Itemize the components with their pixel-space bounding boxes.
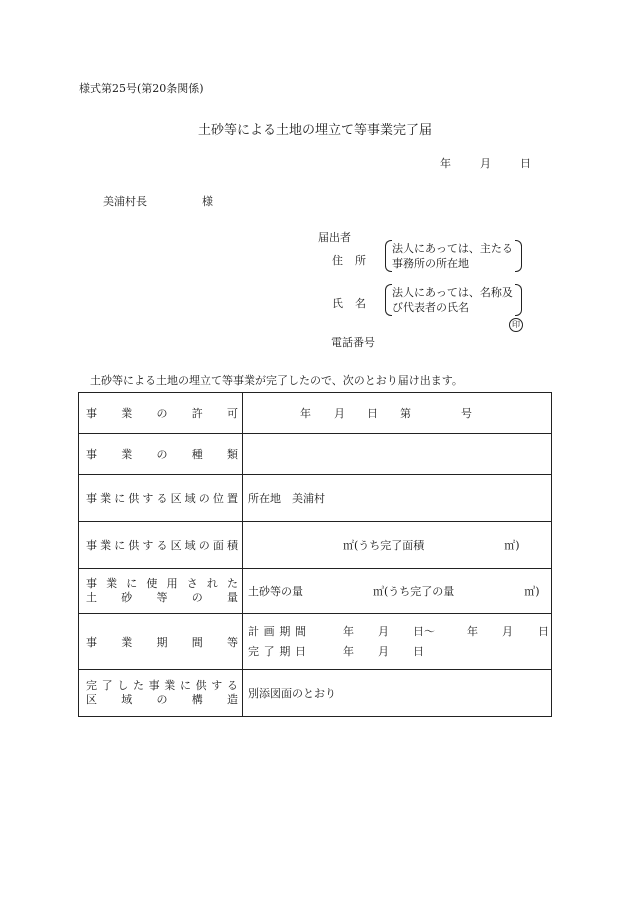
label-char: 業 [100,539,112,552]
label-char: の [198,492,210,505]
label-char: 供 [128,539,140,552]
address-note [385,240,522,272]
intro-text: 土砂等による土地の埋立て等事業が完了したので、次のとおり届け出ます。 [90,374,463,387]
type-value [243,434,552,475]
label-char: 造 [227,693,238,706]
label-char: 日 [294,644,306,658]
complete-year: 年 [343,644,354,658]
plan-from-month: 月 [378,624,389,638]
label-char: 計 [248,624,259,638]
permit-month: 月 [334,407,345,420]
label-char: 完 [86,679,97,692]
label-char: の [191,591,203,604]
date-year: 年 [440,157,451,170]
location-value: 所在地 美浦村 [243,475,552,522]
label-char: 業 [121,635,133,649]
period-value [243,614,552,670]
permit-label-text [86,405,238,421]
label-char: 類 [227,448,238,461]
permit-day: 日 [367,407,378,420]
addressee [103,193,213,209]
volume-label-line2 [86,591,238,605]
area-label-text [86,537,238,553]
label-char: に [126,577,138,590]
table-row-type [79,434,552,475]
location-label [79,475,243,522]
phone-label: 電話番号 [331,336,375,349]
label-char: れ [206,577,218,590]
area-unit-completed: ㎡) [504,539,520,552]
label-char: 許 [191,407,203,420]
label-char: 間 [294,624,306,638]
label-char: 業 [121,407,133,420]
label-char: 了 [263,644,275,658]
period-label [79,614,243,670]
address-label: 住所 [332,254,378,267]
seal-mark: 印 [509,318,523,332]
name-note-line1: 法人にあっては、名称及 [392,286,513,299]
label-char: の [156,448,168,461]
label-char: 期 [279,624,291,638]
label-char: す [142,539,154,552]
area-unit-total: ㎡(うち完了面積 [343,539,425,552]
plan-to-month: 月 [502,624,513,638]
volume-label [79,569,243,614]
label-char: 量 [227,591,238,604]
label-char: 区 [170,492,182,505]
label-char: 等 [227,635,238,649]
area-label [79,522,243,569]
label-char: 可 [227,407,238,420]
label-char: 域 [184,492,196,505]
volume-unit-completed: ㎥) [524,585,540,598]
label-char: に [114,492,126,505]
label-char: の [156,693,168,706]
plan-to-year: 年 [467,624,478,638]
label-char: 事 [86,407,97,420]
label-char: 業 [121,448,133,461]
label-char: 種 [191,448,203,461]
permit-value [243,393,552,434]
complete-month: 月 [378,644,389,658]
volume-label-line1 [86,577,238,591]
label-char: 積 [226,539,238,552]
label-char: 供 [128,492,140,505]
volume-text: 土砂等の量 [248,585,303,598]
location-label-text [86,490,238,506]
structure-label-line2 [86,693,238,707]
label-char: 事 [86,635,97,649]
label-char: 業 [106,577,118,590]
table-row-area [79,522,552,569]
table-row-permit [79,393,552,434]
complete-date-label [248,642,306,662]
addressee-name: 美浦村長 [103,195,147,208]
label-char: 期 [156,635,168,649]
label-char: る [156,539,168,552]
label-char: 位 [212,492,224,505]
plan-to-day: 日 [538,624,549,638]
volume-value [243,569,552,614]
label-char: 事 [86,448,97,461]
label-char: 用 [166,577,178,590]
label-char: 画 [263,624,275,638]
label-char: 了 [101,679,113,692]
name-note [385,284,522,316]
label-char: 間 [191,635,203,649]
label-char: の [156,407,168,420]
label-char: 構 [191,693,203,706]
complete-day: 日 [413,644,424,658]
structure-label-line1 [86,679,238,693]
label-char: 置 [226,492,238,505]
label-char: に [179,679,191,692]
permit-year: 年 [300,407,311,420]
label-char: 等 [156,591,168,604]
table-row-structure [79,670,552,717]
type-label [79,434,243,475]
applicant-label: 届出者 [318,231,351,244]
label-char: に [114,539,126,552]
label-char: た [132,679,144,692]
form-number: 様式第25号(第20条関係) [79,82,204,95]
address-note-line1: 法人にあっては、主たる [392,242,513,255]
label-char: 供 [195,679,207,692]
label-char: 砂 [121,591,133,604]
form-title: 土砂等による土地の埋立て等事業完了届 [197,123,432,138]
plan-period-label [248,622,306,642]
label-char: さ [186,577,198,590]
label-char: 区 [170,539,182,552]
label-char: 完 [248,644,259,658]
label-char: 業 [100,492,112,505]
label-char: 面 [212,539,224,552]
label-char: る [156,492,168,505]
completion-form-table [78,392,552,717]
table-row-location [79,475,552,522]
table-row-period [79,614,552,670]
submission-date [440,155,531,171]
area-value [243,522,552,569]
label-char: 域 [184,539,196,552]
label-char: の [198,539,210,552]
label-char: す [142,492,154,505]
type-label-text [86,446,238,462]
structure-value: 別添図面のとおり [243,670,552,717]
label-char: 業 [164,679,176,692]
label-char: 事 [86,577,97,590]
label-char: 事 [148,679,160,692]
label-char: す [211,679,223,692]
label-char: 域 [121,693,133,706]
name-note-line2: び代表者の氏名 [392,301,469,314]
label-char: 期 [279,644,291,658]
label-char: 使 [146,577,158,590]
date-month: 月 [480,157,491,170]
structure-label [79,670,243,717]
date-day: 日 [520,157,531,170]
permit-label [79,393,243,434]
addressee-suffix: 様 [202,195,213,208]
plan-from-day: 日～ [413,624,435,638]
address-note-line2: 事務所の所在地 [392,257,469,270]
label-char: し [117,679,129,692]
plan-from-year: 年 [343,624,354,638]
label-char: た [226,577,238,590]
table-row-volume [79,569,552,614]
name-label: 氏名 [332,297,378,310]
permit-no-suffix: 号 [461,407,472,420]
permit-no-prefix: 第 [400,407,411,420]
label-char: 事 [86,539,97,552]
label-char: 区 [86,693,97,706]
label-char: る [226,679,238,692]
label-char: 事 [86,492,97,505]
volume-unit-total: ㎥(うち完了の量 [373,585,455,598]
period-label-text [86,634,238,650]
label-char: 土 [86,591,97,604]
